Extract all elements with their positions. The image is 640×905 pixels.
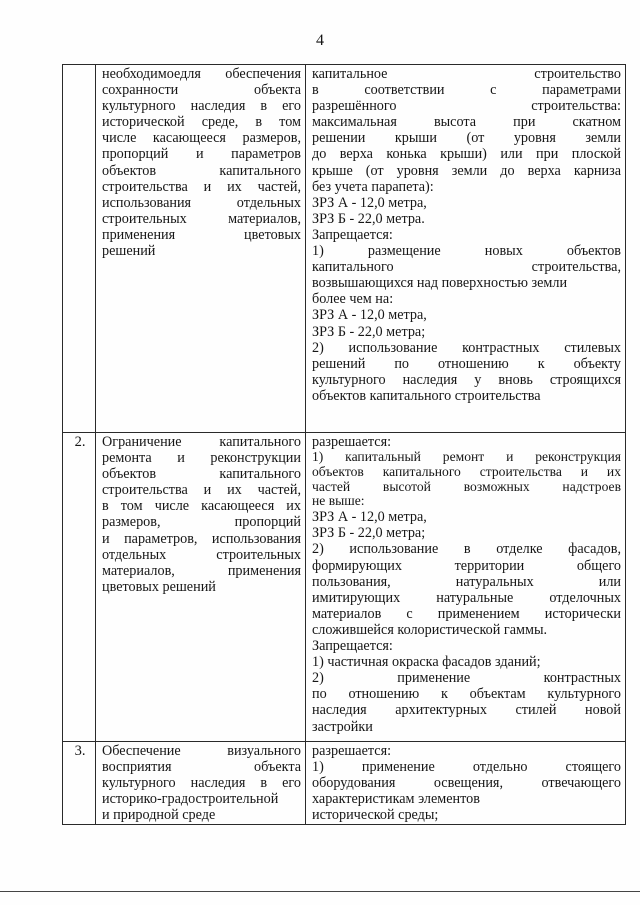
text-line: и природной среде [102, 807, 216, 824]
text-line: Обеспечение визуального [102, 743, 301, 759]
text-line: разрешается: [312, 743, 392, 759]
text-line: Запрещается: [312, 226, 393, 243]
page-number: 4 [316, 32, 324, 49]
text-line: числе касающееся размеров, [102, 130, 301, 147]
text-line: характеристикам элементов [312, 791, 480, 808]
text-line: решений [102, 243, 156, 260]
text-line: решений по отношению к объекту [312, 355, 621, 372]
text-line: ЗРЗ А - 12,0 метра, [312, 307, 427, 324]
text-line: ЗРЗ А - 12,0 метра, [312, 194, 427, 211]
table-row [63, 65, 626, 433]
text-line: решении крыши (от уровня земли [312, 130, 621, 147]
text-line: цветовых решений [102, 578, 216, 595]
text-line: ЗРЗ Б - 22,0 метра; [312, 323, 426, 340]
text-line: наследия архитектурных стилей новой [312, 702, 621, 719]
requirement-cell [96, 433, 306, 742]
text-line: оборудования освещения, отвечающего [312, 775, 621, 792]
text-line: культурного наследия в его [102, 775, 301, 792]
text-line: применения цветовых [102, 226, 301, 243]
text-line: строительства и их частей, [102, 482, 301, 499]
text-line: 2) использование контрастных стилевых [312, 339, 621, 356]
text-line: использования отдельных [102, 194, 301, 211]
text-line: размеров, пропорций [102, 514, 301, 531]
text-line: пользования, натуральных или [312, 573, 621, 590]
regulation-cell [306, 65, 626, 433]
row-number [63, 65, 96, 433]
text-line: частей высотой возможных надстроев [312, 478, 621, 494]
table-row [63, 742, 626, 825]
text-line: разрешённого строительства: [312, 98, 621, 115]
text-line: 2) использование в отделке фасадов, [312, 541, 621, 558]
text-line: без учета парапета): [312, 178, 434, 195]
text-line: по отношению к объектам культурного [312, 686, 621, 703]
text-line: формирующих территории общего [312, 557, 621, 574]
text-line: материалов с применением исторически [312, 605, 621, 622]
regulation-cell [306, 433, 626, 742]
text-line: необходимоедля обеспечения [102, 66, 301, 82]
text-line: и параметров, использования [102, 530, 301, 547]
text-line: ЗРЗ А - 12,0 метра, [312, 509, 427, 526]
text-line: не выше: [312, 493, 365, 509]
table-row [63, 433, 626, 742]
text-line: объектов капитального [102, 466, 301, 483]
row-number: 3. [63, 742, 96, 825]
text-line: материалов, применения [102, 562, 301, 579]
text-line: максимальная высота при скатном [312, 114, 621, 131]
text-line: до верха конька крыши) или при плоской [312, 146, 621, 163]
text-line: 2) применение контрастных [312, 670, 621, 687]
text-line: крыше (от уровня земли до верха карниза [312, 162, 621, 179]
text-line: строительства и их частей, [102, 178, 301, 195]
text-line: объектов капитального [102, 162, 301, 179]
text-line: более чем на: [312, 291, 394, 308]
text-line: культурного наследия в его [102, 98, 301, 115]
text-line: отдельных строительных [102, 546, 301, 563]
text-line: в том числе касающееся их [102, 498, 301, 515]
text-line: имитирующих натуральные отделочных [312, 589, 621, 606]
text-line: 1) применение отдельно стоящего [312, 759, 621, 776]
row-number: 2. [63, 433, 96, 742]
text-line: объектов капитального строительства [312, 387, 541, 404]
text-line: объектов капитального строительства и их [312, 463, 621, 479]
regulation-cell [306, 742, 626, 825]
text-line: капитальное строительство [312, 66, 621, 82]
text-line: 1) частичная окраска фасадов зданий; [312, 654, 541, 671]
requirement-cell [96, 65, 306, 433]
text-line: 1) капитальный ремонт и реконструкция [312, 449, 621, 465]
text-line: ЗРЗ Б - 22,0 метра; [312, 525, 426, 542]
text-line: Запрещается: [312, 638, 393, 655]
text-line: капитального строительства, [312, 259, 621, 276]
text-line: пропорций и параметров [102, 146, 301, 163]
text-line: застройки [312, 718, 373, 735]
text-line: строительных материалов, [102, 210, 301, 227]
page-bottom-edge [0, 891, 640, 892]
text-line: сложившейся колористической гаммы. [312, 621, 548, 638]
text-line: Ограничение капитального [102, 434, 301, 450]
text-line: исторической среды; [312, 807, 439, 824]
text-line: 1) размещение новых объектов [312, 243, 621, 260]
text-line: разрешается: [312, 434, 392, 450]
text-line: историко-градостроительной [102, 791, 279, 808]
text-line: в соответствии с параметрами [312, 82, 621, 99]
text-line: ЗРЗ Б - 22,0 метра. [312, 210, 425, 227]
text-line: культурного наследия у вновь строящихся [312, 371, 621, 388]
text-line: возвышающихся над поверхностью земли [312, 275, 568, 292]
requirement-cell [96, 742, 306, 825]
text-line: ремонта и реконструкции [102, 450, 301, 467]
text-line: восприятия объекта [102, 759, 301, 776]
restrictions-table [62, 64, 626, 825]
text-line: исторической среде, в том [102, 114, 301, 131]
text-line: сохранности объекта [102, 82, 301, 99]
